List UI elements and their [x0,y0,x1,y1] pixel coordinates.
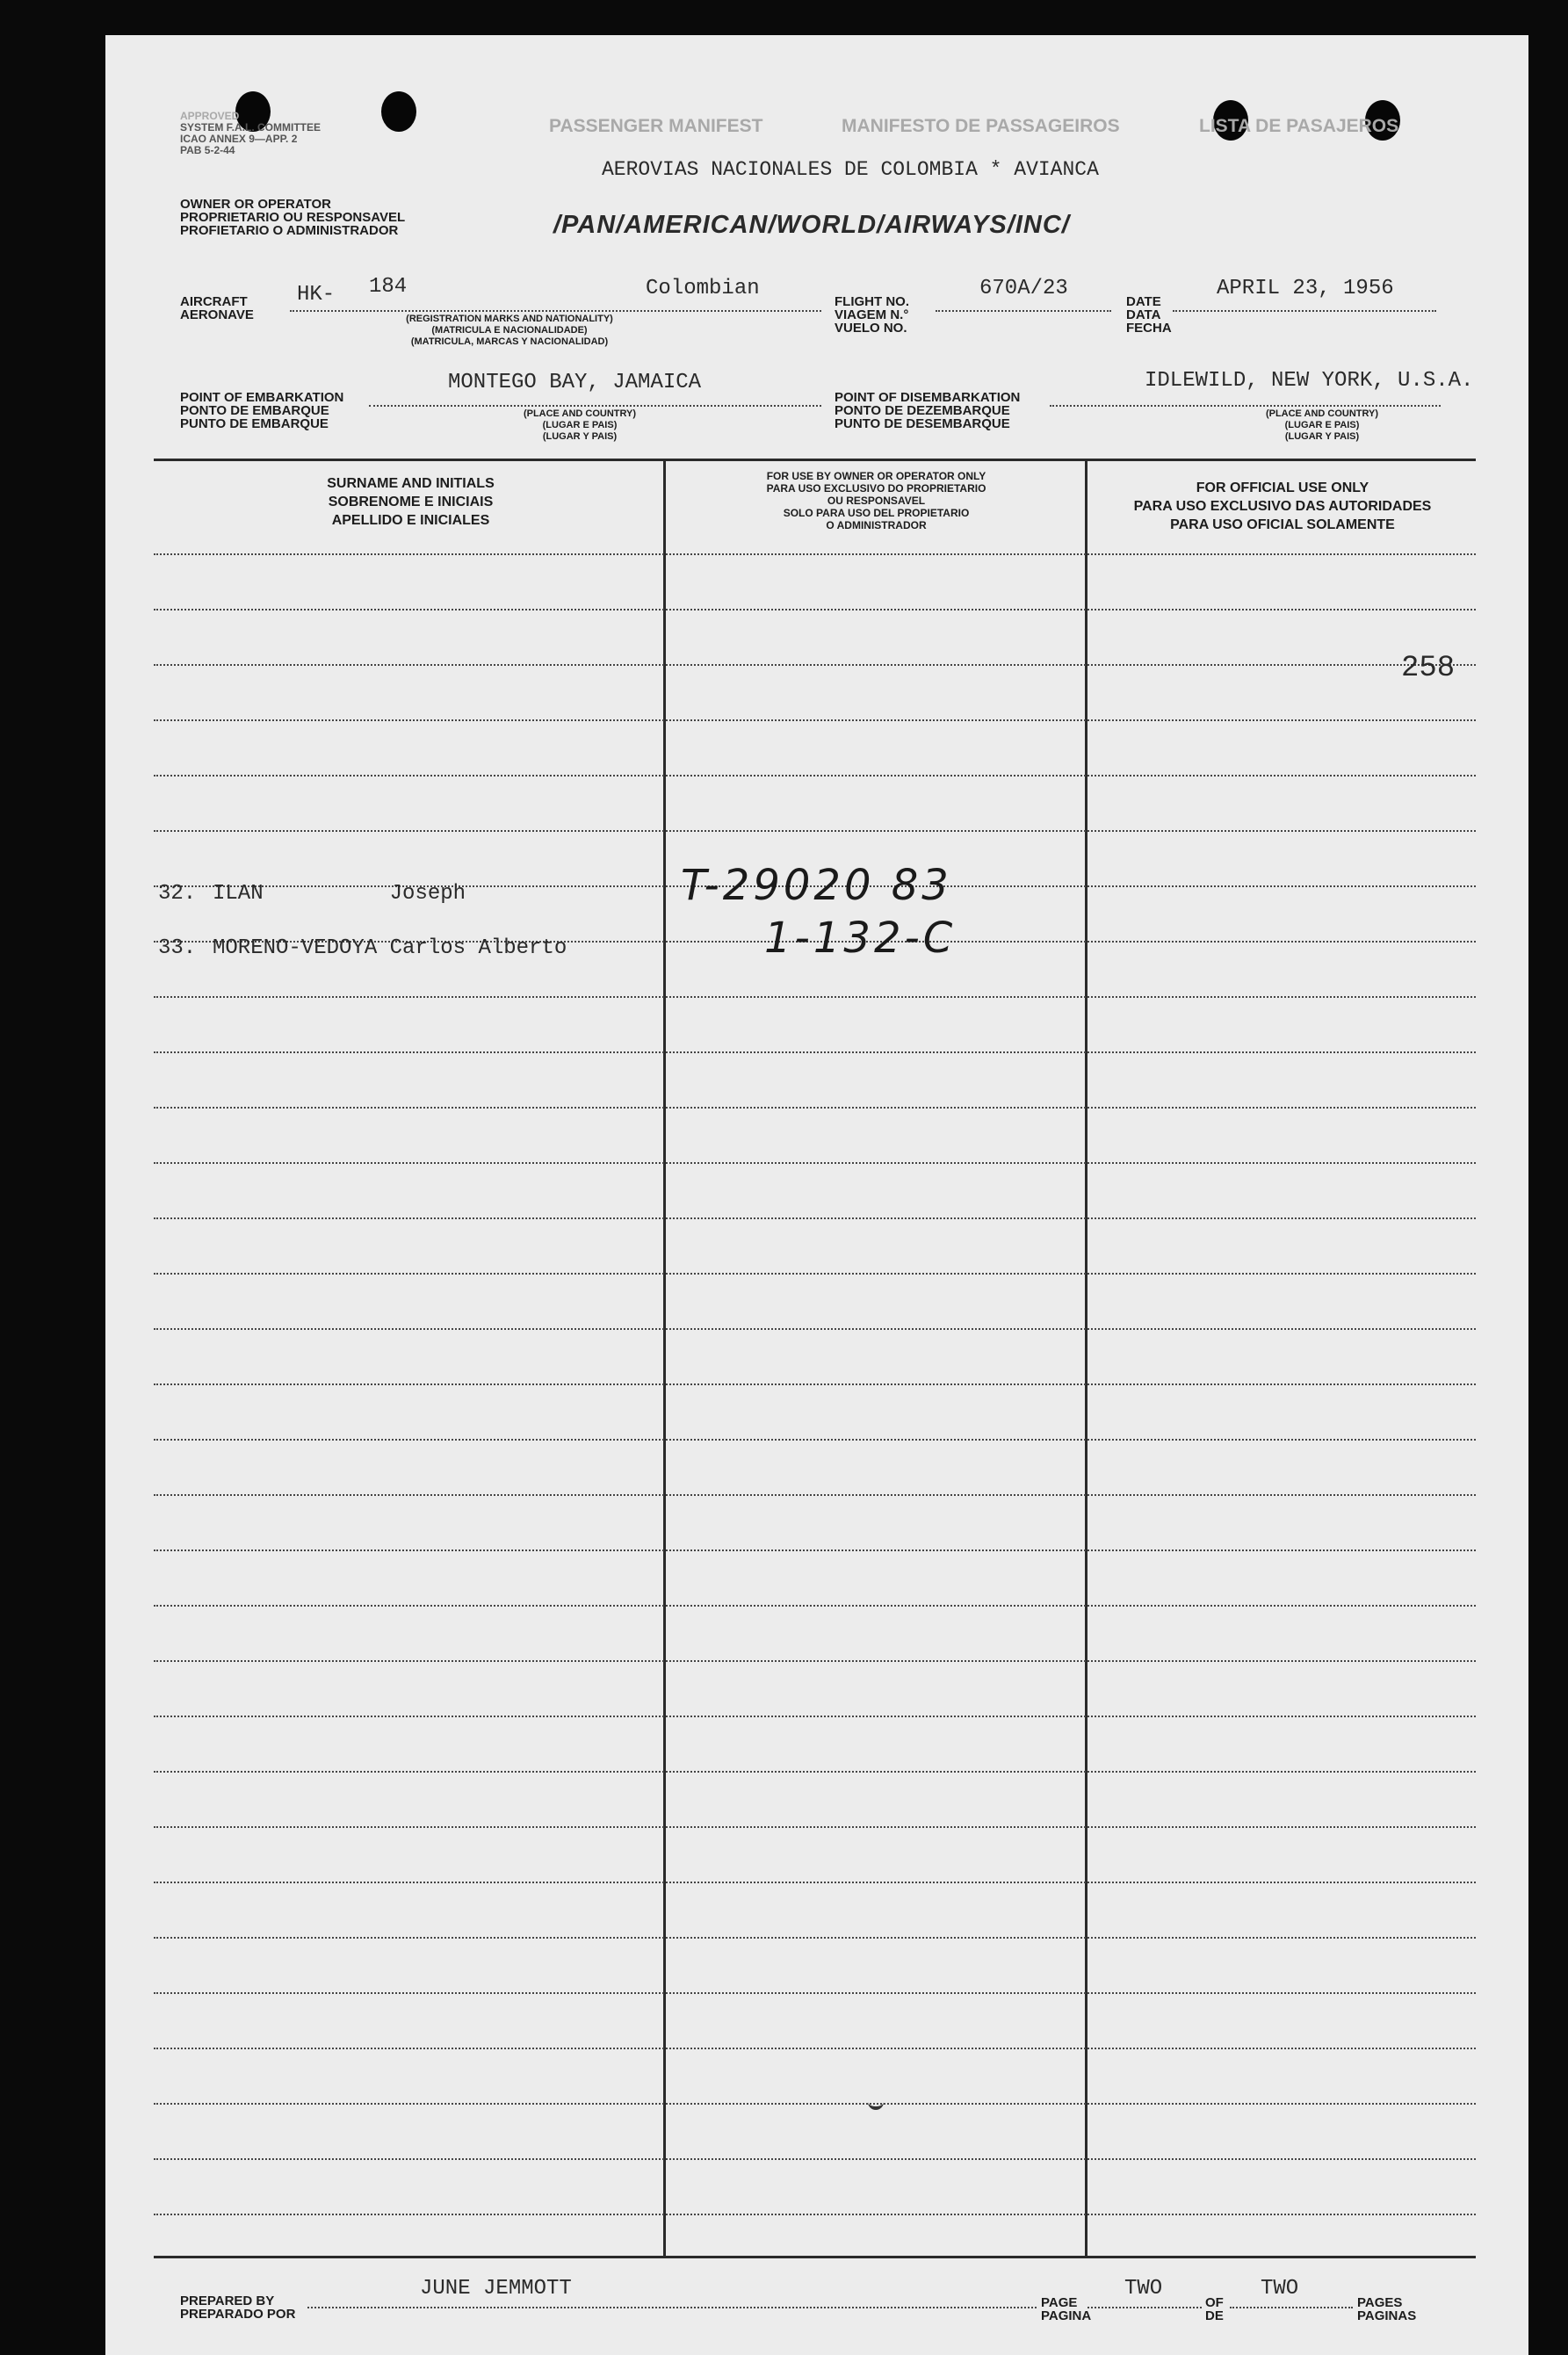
row-line [154,1162,1476,1164]
row-line [154,1605,1476,1607]
column-header-owner-line: FOR USE BY OWNER OR OPERATOR ONLY [766,470,986,482]
prepared-by-name: JUNE JEMMOTT [420,2277,572,2301]
column-header-surname-pt: SOBRENOME E INICIAIS [328,495,494,509]
form-id-line: PAB 5-2-44 [180,144,235,156]
flight-date: APRIL 23, 1956 [1217,277,1394,300]
passenger-ticket-ref: T-29020 83 [681,861,952,910]
aircraft-sublabel-en: (REGISTRATION MARKS AND NATIONALITY) [406,314,613,324]
row-line [154,664,1476,666]
total-pages: TWO [1261,2277,1299,2301]
embarkation-sublabel-es: (LUGAR Y PAIS) [542,431,618,442]
form-id-line: SYSTEM F.A.L. COMMITTEE [180,121,322,134]
prepared-by-label-es: PREPARADO POR [180,2307,296,2322]
embarkation-label [180,391,343,430]
row-line [154,553,1476,555]
disembarkation-sublabel-pt: (LUGAR E PAIS) [1284,420,1360,430]
row-line [154,1550,1476,1551]
aircraft-sublabel-es: (MATRICULA, MARCAS Y NACIONALIDAD) [410,336,609,347]
table-top-rule [154,459,1476,461]
row-line [154,1328,1476,1330]
aircraft-number: 184 [369,275,408,299]
page-label-es: PAGINA [1041,2308,1092,2323]
embarkation-sublabel-pt: (LUGAR E PAIS) [542,420,618,430]
passenger-number: 32. [158,882,197,906]
flight-number: 670A/23 [979,277,1068,300]
column-header-official-en: FOR OFFICIAL USE ONLY [1196,480,1369,495]
embarkation-label-en: POINT OF EMBARKATION [180,390,344,405]
embarkation-place: MONTEGO BAY, JAMAICA [448,371,702,394]
prepared-by-underline [307,2307,1037,2308]
of-underline [1230,2307,1353,2308]
column-header-surname-en: SURNAME AND INITIALS [327,476,495,491]
pages-label [1357,2296,1416,2322]
flight-label [835,295,909,335]
row-line [154,1439,1476,1441]
of-label [1205,2296,1224,2322]
column-header-surname-es: APELLIDO E INICIALES [331,513,490,528]
row-line [154,775,1476,777]
row-line [154,2103,1476,2105]
row-line [154,830,1476,832]
flight-label-es: VUELO NO. [835,321,907,336]
page-label [1041,2296,1091,2322]
aircraft-prefix: HK- [297,283,336,307]
page-underline [1087,2307,1202,2308]
row-line [154,719,1476,721]
title-pt: MANIFESTO DE PASSAGEIROS [842,116,1120,136]
owner-label-es: PROFIETARIO O ADMINISTRADOR [180,223,399,238]
column-header-official [1089,479,1476,534]
owner-operator-label [180,198,405,237]
row-line [154,1273,1476,1275]
column-header-owner [668,470,1085,531]
row-line [154,2214,1476,2215]
row-line [154,1992,1476,1994]
operator-name: AEROVIAS NACIONALES DE COLOMBIA * AVIANCA [602,158,1099,181]
operator-stamp: /PAN/AMERICAN/WORLD/AIRWAYS/INC/ [553,211,1070,239]
column-divider-2 [1085,461,1087,2256]
prepared-by-label-en: PREPARED BY [180,2294,275,2308]
row-line [154,1716,1476,1717]
disembarkation-sublabel-en: (PLACE AND COUNTRY) [1265,408,1379,419]
aircraft-label [180,295,254,321]
row-line [154,1937,1476,1939]
disembarkation-label-en: POINT OF DISEMBARKATION [835,390,1021,405]
passenger-name: MORENO-VEDOYA Carlos Alberto [213,936,567,960]
embarkation-label-es: PUNTO DE EMBARQUE [180,416,329,431]
disembarkation-sublabel [1217,408,1427,443]
row-line [154,1383,1476,1385]
embarkation-sublabel-en: (PLACE AND COUNTRY) [523,408,637,419]
row-line [154,2158,1476,2160]
date-underline [1173,310,1436,312]
punch-hole [381,91,416,132]
column-header-owner-line: O ADMINISTRADOR [826,519,927,531]
pages-label-en: PAGES [1357,2295,1403,2310]
row-line [154,1826,1476,1828]
embarkation-label-pt: PONTO DE EMBARQUE [180,403,329,418]
form-id-line: APPROVED [180,110,240,122]
disembarkation-place: IDLEWILD, NEW YORK, U.S.A. [1145,369,1474,393]
column-header-owner-line: OU RESPONSAVEL [827,495,926,507]
date-label-es: FECHA [1126,321,1172,336]
column-header-owner-line: SOLO PARA USO DEL PROPIETARIO [783,507,970,519]
embarkation-sublabel [474,408,685,443]
manifest-sheet [105,35,1528,2355]
aircraft-sublabel-pt: (MATRICULA E NACIONALIDADE) [431,325,588,336]
disembarkation-label [835,391,1020,430]
passenger-ticket-ref: 1-132-C [764,914,957,963]
disembarkation-sublabel-es: (LUGAR Y PAIS) [1284,431,1360,442]
row-line [154,1051,1476,1053]
page-number: TWO [1124,2277,1163,2301]
passenger-number: 33. [158,936,197,960]
row-line [154,1882,1476,1883]
title-es: LISTA DE PASAJEROS [1199,116,1399,136]
embarkation-underline [369,405,821,407]
owner-label-en: OWNER OR OPERATOR [180,197,331,212]
aircraft-nationality: Colombian [646,277,760,300]
form-approval-block [180,111,321,156]
stray-mark [868,2099,884,2110]
row-line [154,609,1476,610]
aircraft-label-en: AIRCRAFT [180,294,248,309]
date-label-pt: DATA [1126,307,1161,322]
disembarkation-label-pt: PONTO DE DEZEMBARQUE [835,403,1010,418]
disembarkation-underline [1050,405,1441,407]
date-label [1126,295,1172,335]
of-label-en: OF [1205,2295,1224,2310]
title-en: PASSENGER MANIFEST [549,116,763,136]
aircraft-underline [290,310,821,312]
row-line [154,1217,1476,1219]
owner-label-pt: PROPRIETARIO OU RESPONSAVEL [180,210,406,225]
prepared-by-label [180,2294,295,2321]
flight-underline [936,310,1111,312]
column-header-official-es: PARA USO OFICIAL SOLAMENTE [1170,517,1395,532]
column-header-owner-line: PARA USO EXCLUSIVO DO PROPRIETARIO [766,482,986,495]
row-line [154,1771,1476,1773]
row-line [154,1494,1476,1496]
passenger-name: ILAN Joseph [213,882,466,906]
of-label-es: DE [1205,2308,1224,2323]
flight-label-pt: VIAGEM N.° [835,307,909,322]
date-label-en: DATE [1126,294,1161,309]
disembarkation-label-es: PUNTO DE DESEMBARQUE [835,416,1010,431]
flight-label-en: FLIGHT NO. [835,294,909,309]
aircraft-label-pt: AERONAVE [180,307,254,322]
official-count: 258 [1401,652,1456,685]
row-line [154,1660,1476,1662]
column-header-official-pt: PARA USO EXCLUSIVO DAS AUTORIDADES [1133,499,1432,514]
row-line [154,1107,1476,1109]
row-line [154,996,1476,998]
table-bottom-rule [154,2256,1476,2258]
row-line [154,2048,1476,2049]
page-label-en: PAGE [1041,2295,1078,2310]
aircraft-sublabel [378,314,641,348]
column-divider-1 [663,461,666,2256]
pages-label-es: PAGINAS [1357,2308,1417,2323]
column-header-surname [158,474,663,530]
form-id-line: ICAO ANNEX 9—APP. 2 [180,133,298,145]
